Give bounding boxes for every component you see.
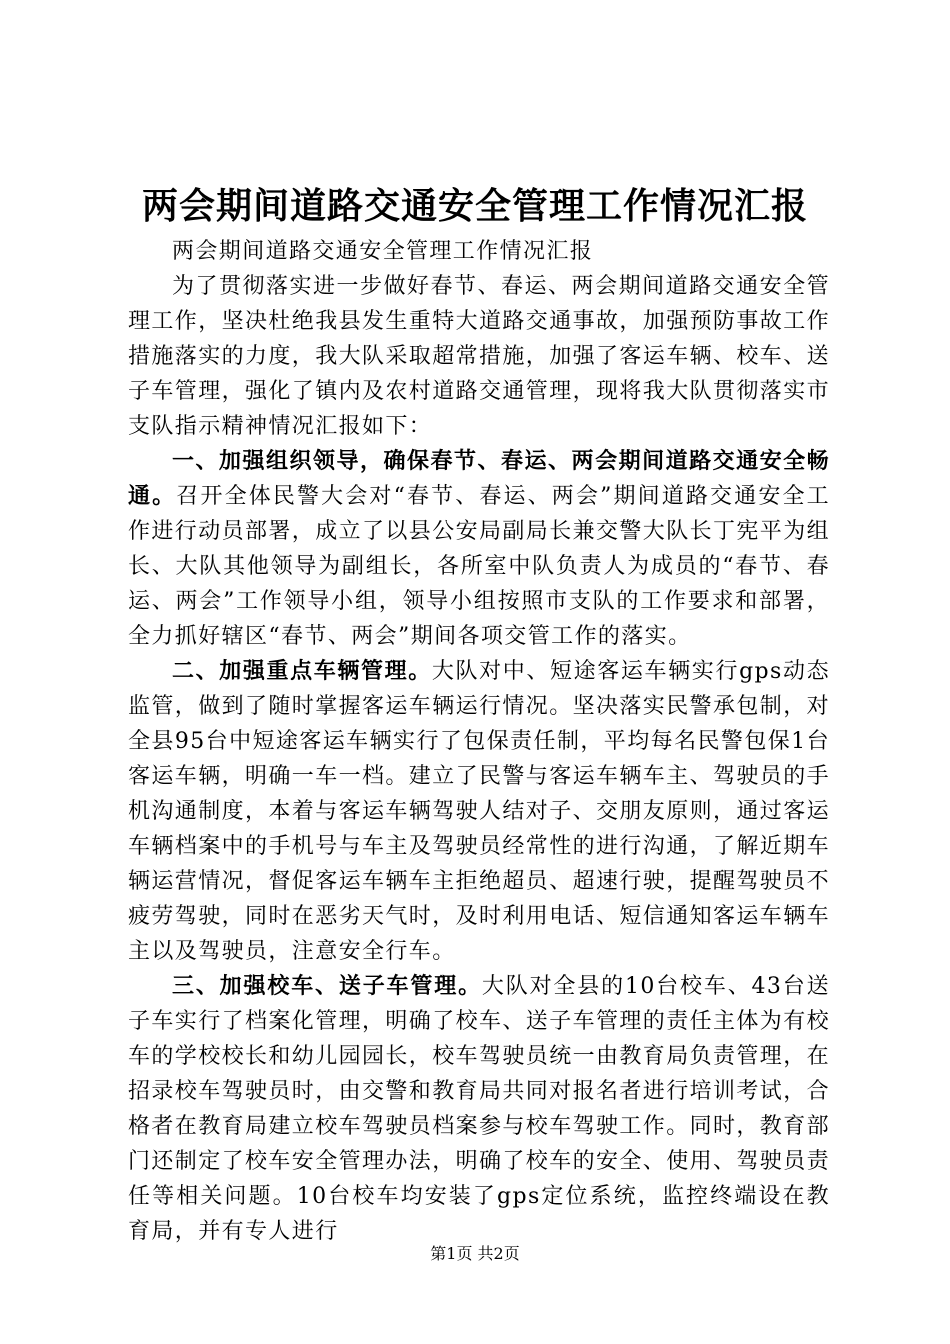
document-body: [128, 234, 830, 1249]
section-3-paragraph: [128, 969, 830, 1249]
section-1-text: 召开全体民警大会对“春节、春运、两会”期间道路交通安全工作进行动员部署，成立了以县公安局副局长兼交警大队长丁宪平为组长、大队其他领导为副组长，各所室中队负责人为成员的“春节、春运、两会”工作领导小组，领导小组按照市支队的工作要求和部署，全力抓好辖区“春节、两会”期间各项交管工作的落实。: [128, 484, 831, 649]
section-3-heading: 三、加强校车、送子车管理。: [172, 973, 482, 999]
section-2-text: 大队对中、短途客运车辆实行gps动态监管，做到了随时掌握客运车辆运行情况。坚决落实民警承包制，对全县95台中短途客运车辆实行了包保责任制，平均每名民警包保1台客运车辆，明确一车一档。建立了民警与客运车辆车主、驾驶员的手机沟通制度，本着与客运车辆驾驶人结对子、交朋友原则，通过客运车辆档案中的手机号与车主及驾驶员经常性的进行沟通，了解近期车辆运营情况，督促客运车辆车主拒绝超员、超速行驶，提醒驾驶员不疲劳驾驶，同时在恶劣天气时，及时利用电话、短信通知客运车辆车主以及驾驶员，注意安全行车。: [128, 659, 831, 964]
section-2-paragraph: [128, 654, 830, 969]
section-1-heading: 一、加强组织领导，确保春节、春运、两会期间道路交通安全畅通。: [128, 448, 830, 509]
section-1-paragraph: [128, 444, 830, 654]
section-3-text: 大队对全县的10台校车、43台送子车实行了档案化管理，明确了校车、送子车管理的责任主体为有校车的学校校长和幼儿园园长，校车驾驶员统一由教育局负责管理，在招录校车驾驶员时，由交警和教育局共同对报名者进行培训考试，合格者在教育局建立校车驾驶员档案参与校车驾驶工作。同时，教育部门还制定了校车安全管理办法，明确了校车的安全、使用、驾驶员责任等相关问题。10台校车均安装了gps定位系统，监控终端设在教育局，并有专人进行: [128, 974, 831, 1244]
document-title: 两会期间道路交通安全管理工作情况汇报: [141, 185, 808, 227]
page-footer: 第1页 共2页: [430, 1244, 520, 1263]
document-subtitle: 两会期间道路交通安全管理工作情况汇报: [172, 239, 594, 264]
intro-paragraph: 为了贯彻落实进一步做好春节、春运、两会期间道路交通安全管理工作，坚决杜绝我县发生重特大道路交通事故，加强预防事故工作措施落实的力度，我大队采取超常措施，加强了客运车辆、校车、送子车管理，强化了镇内及农村道路交通管理，现将我大队贯彻落实市支队指示精神情况汇报如下：: [128, 274, 831, 439]
section-2-heading: 二、加强重点车辆管理。: [172, 658, 432, 684]
